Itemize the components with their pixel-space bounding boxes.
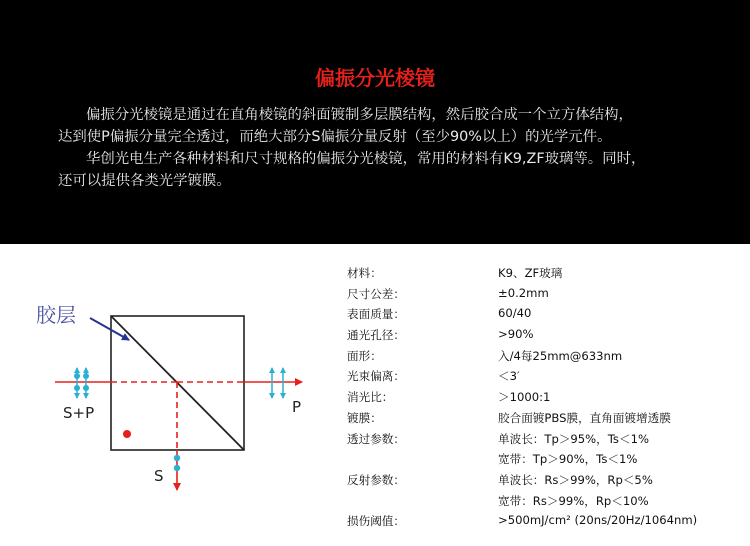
- spec-label: 面形：: [347, 348, 382, 363]
- input-label: S+P: [63, 404, 95, 422]
- p-label: P: [292, 398, 302, 416]
- input-polarization-dot-3: [74, 385, 80, 391]
- spec-row-surface-flatness: [347, 346, 747, 367]
- intro-line-1: 偏振分光棱镜是通过在直角棱镜的斜面镀制多层膜结构，然后胶合成一个立方体结构，: [86, 107, 633, 123]
- spec-label: 尺寸公差：: [347, 286, 405, 301]
- spec-label: 通光孔径：: [347, 328, 405, 343]
- s-polarization-dot-2: [174, 465, 180, 471]
- red-marker-dot: [123, 430, 131, 438]
- spec-value: ＜3′: [498, 369, 520, 384]
- header-banner: [0, 0, 750, 244]
- spec-value: 胶合面镀PBS膜，直角面镀增透膜: [498, 410, 671, 425]
- page-title: 偏振分光棱镜: [315, 66, 435, 90]
- input-polarization-dot-2: [83, 373, 89, 379]
- spec-label: 光束偏离：: [347, 369, 405, 384]
- spec-row-reflection: [347, 470, 747, 491]
- spec-value: 入/4每25mm@633nm: [498, 348, 623, 363]
- spec-row-damage-threshold: [347, 511, 747, 532]
- spec-label: 表面质量：: [347, 307, 405, 322]
- spec-label: 损伤阈值：: [347, 514, 405, 529]
- spec-row-beam-deviation: [347, 366, 747, 387]
- spec-value: 宽带：Rs＞99%，Rp＜10%: [498, 493, 649, 508]
- spec-value: >500mJ/cm² (20ns/20Hz/1064nm): [498, 513, 698, 528]
- input-polarization-dot-1: [74, 373, 80, 379]
- spec-value: 单波长：Rs＞99%，Rp＜5%: [498, 472, 653, 487]
- spec-row-surface-quality: [347, 304, 747, 325]
- spec-value: 60/40: [498, 306, 532, 321]
- s-polarization-dot-1: [174, 455, 180, 461]
- glue-label: 胶层: [36, 303, 76, 327]
- spec-label: 消光比：: [347, 390, 394, 405]
- spec-value: 宽带：Tp＞90%，Ts＜1%: [498, 452, 638, 467]
- spec-label: 反射参数：: [347, 472, 405, 487]
- prism-diagram-svg: [0, 244, 350, 542]
- spec-value: 单波长：Tp＞95%，Ts＜1%: [498, 431, 649, 446]
- input-polarization-dot-4: [83, 385, 89, 391]
- spec-table: [347, 263, 747, 532]
- spec-row-tolerance: [347, 284, 747, 305]
- spec-row-clear-aperture: [347, 325, 747, 346]
- intro-text: [58, 104, 718, 192]
- spec-value: >90%: [498, 327, 534, 342]
- spec-row-transmission-broadband: [347, 449, 747, 470]
- spec-value: ±0.2mm: [498, 285, 549, 300]
- s-label: S: [154, 467, 164, 485]
- spec-label: 材料：: [347, 266, 382, 280]
- spec-row-reflection-broadband: [347, 491, 747, 512]
- spec-row-extinction-ratio: [347, 387, 747, 408]
- intro-line-3: 华创光电生产各种材料和尺寸规格的偏振分光棱镜，常用的材料有K9,ZF玻璃等。同时，: [86, 151, 646, 167]
- spec-value: ＞1000:1: [498, 390, 551, 405]
- spec-row-material: [347, 263, 747, 284]
- intro-line-4: 还可以提供各类光学镀膜。: [58, 173, 231, 189]
- spec-row-transmission: [347, 429, 747, 450]
- intro-line-2: 达到使P偏振分量完全透过，而绝大部分S偏振分量反射（至少90%以上）的光学元件。: [58, 129, 612, 145]
- spec-value: K9、ZF玻璃: [498, 266, 563, 280]
- prism-diagram: [0, 244, 350, 542]
- spec-label: 透过参数：: [347, 431, 405, 446]
- spec-label: 镀膜：: [347, 410, 382, 425]
- spec-row-coating: [347, 408, 747, 429]
